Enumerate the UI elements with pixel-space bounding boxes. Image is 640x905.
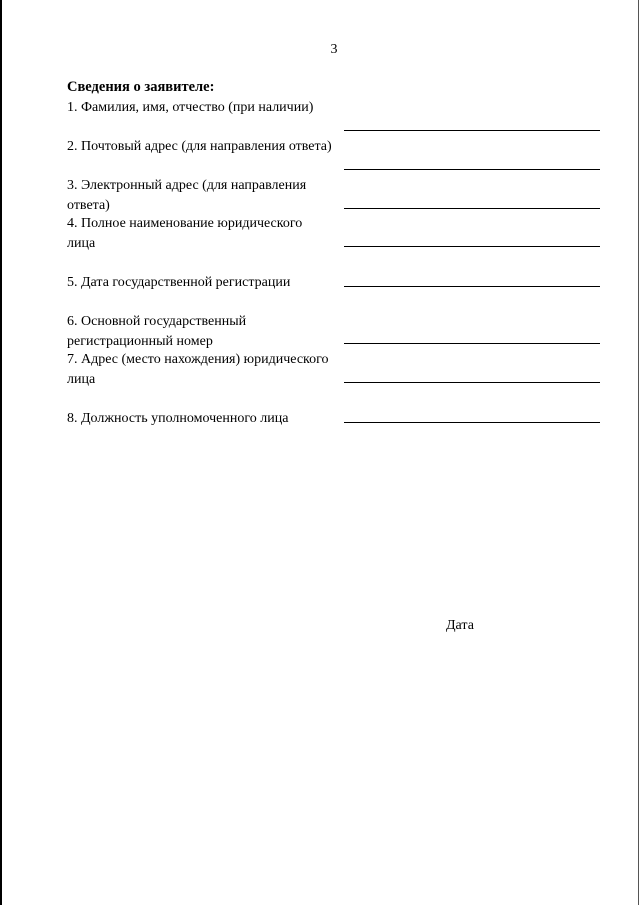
field-label: 8. Должность уполномоченного лица bbox=[67, 411, 289, 426]
field-label: 1. Фамилия, имя, отчество (при наличии) bbox=[67, 100, 314, 115]
fill-in-line bbox=[344, 382, 600, 383]
field-label: 6. Основной государственный регистрационный номер bbox=[67, 314, 247, 349]
fill-in-line bbox=[344, 286, 600, 287]
page-edge-right bbox=[638, 0, 639, 905]
fill-in-line bbox=[344, 422, 600, 423]
fill-in-line bbox=[344, 130, 600, 131]
fill-in-line bbox=[344, 246, 600, 247]
field-label: 7. Адрес (место нахождения) юридического лица bbox=[67, 352, 329, 387]
fill-in-line bbox=[344, 208, 600, 209]
date-label: Дата bbox=[446, 618, 474, 633]
fill-in-line bbox=[344, 343, 600, 344]
page-number: 3 bbox=[330, 42, 338, 57]
field-label: 3. Электронный адрес (для направления ответа) bbox=[67, 178, 307, 213]
section-title: Сведения о заявителе: bbox=[67, 79, 215, 95]
field-label: 5. Дата государственной регистрации bbox=[67, 275, 291, 290]
field-label: 4. Полное наименование юридического лица bbox=[67, 216, 303, 251]
field-label: 2. Почтовый адрес (для направления ответа) bbox=[67, 139, 332, 154]
page-edge-left bbox=[0, 0, 2, 905]
fill-in-line bbox=[344, 169, 600, 170]
